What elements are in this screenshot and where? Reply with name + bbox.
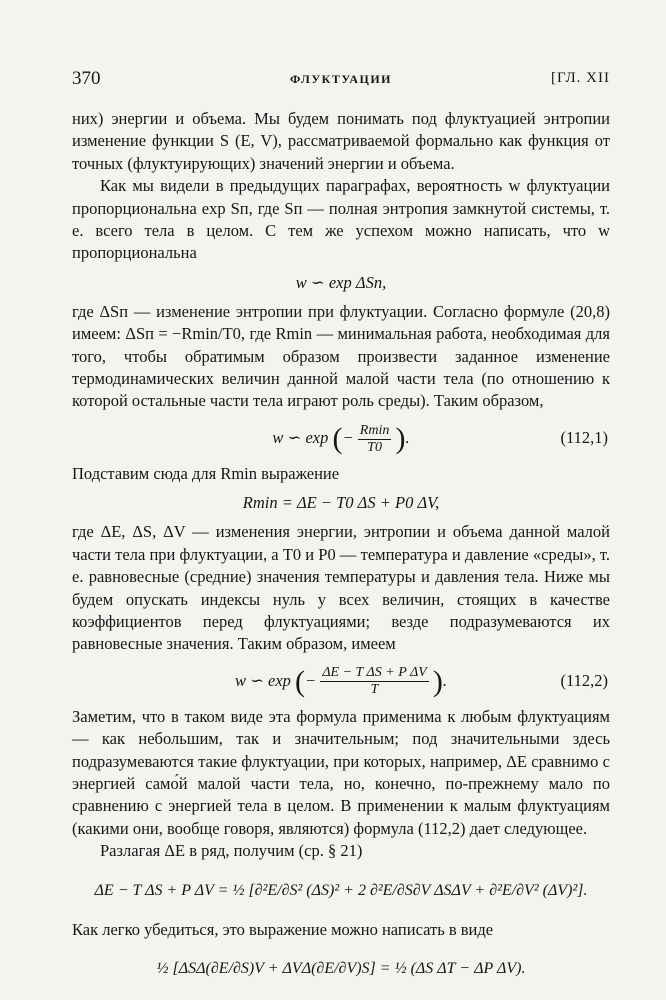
eq4-numerator: ΔE − T ΔS + P ΔV: [322, 665, 427, 681]
running-title: ФЛУКТУАЦИИ: [289, 72, 393, 86]
paragraph-7: Разлагая ΔE в ряд, получим (ср. § 21): [100, 841, 363, 861]
eq2-denominator: T0: [367, 439, 382, 455]
equation-number-112-1: (112,1): [560, 427, 608, 447]
page-number: 370: [72, 68, 101, 89]
paragraph-3: где ΔSп — изменение энтропии при флуктуации. Согласно формуле (20,8) имеем: ΔSп = −Rmin/T0, где Rmin — минимальная работа, необходимая для того, чтобы обратимым образом произвести заданное изменение термодинамических величин данной малой части тела (по отношению к которой остальные части тела играют роль среды). Таким образом,: [72, 301, 610, 411]
eq4-left: w ∽ exp: [234, 670, 291, 690]
equation-rmin: Rmin = ΔE − T0 ΔS + P0 ΔV,: [242, 493, 440, 513]
paragraph-1: них) энергии и объема. Мы будем понимать под флуктуацией энтропии изменение функции S (E, V), рассматриваемой формально как функция от точных (флуктуирующих) значений энергии и объема.: [72, 109, 610, 173]
eq4-denominator: T: [370, 682, 379, 698]
page-header: [72, 68, 610, 94]
eq2-fraction: [358, 423, 392, 456]
paragraph-6: Заметим, что в таком виде эта формула применима к любым флуктуациям — как небольшим, так и значительным; под значительными здесь подразумеваются такие флуктуации, при которых, например, ΔE сравнимо с энергией само́й малой части тела, но, конечно, по-прежнему мало по сравнению с энергией тела в целом. В применении к малым флуктуациям (какими они, вообще говоря, являются) формула (112,2) дает следующее.: [72, 706, 610, 838]
equation-112-1: w ∽ exp (− $\frac{Rmin}{T0}$ ). (112,1): [72, 416, 610, 460]
eq4-fraction: [320, 665, 428, 698]
equation-1: w ∽ exp ΔSп,: [295, 272, 387, 292]
page-body: [72, 108, 610, 997]
equation-number-112-2: (112,2): [560, 670, 608, 690]
paragraph-8: Как легко убедиться, это выражение можно написать в виде: [72, 919, 494, 939]
eq2-numerator: Rmin: [359, 422, 390, 438]
chapter-label: [ГЛ. XII: [550, 70, 610, 86]
paragraph-2: Как мы видели в предыдущих параграфах, вероятность w флуктуации пропорциональна exp Sп, где Sп — полная энтропия замкнутой системы, т. е. всего тела в целом. С тем же успехом можно написать, что w пропорциональна: [72, 176, 610, 263]
equation-112-2: w ∽ exp (− $\frac{\text{ΔE − T ΔS + P ΔV}}{T}$ ). (112,2): [72, 659, 610, 703]
equation-rewritten: ½ [ΔSΔ(∂E/∂S)V + ΔVΔ(∂E/∂V)S] = ½ (ΔS ΔT − ΔP ΔV).: [156, 959, 526, 977]
eq2-left: w ∽ exp: [272, 427, 329, 447]
paragraph-5: где ΔE, ΔS, ΔV — изменения энергии, энтропии и объема данной малой части тела при флуктуации, а T0 и P0 — температура и давление «среды», т. е. равновесные (средние) значения температуры и давления тела. Ниже мы будем опускать индексы нуль у всех величин, стоящих в качестве коэффициентов перед флуктуациями; везде подразумеваются их равновесные значения. Таким образом, имеем: [72, 522, 610, 654]
equation-expansion: ΔE − T ΔS + P ΔV = ½ [∂²E/∂S² (ΔS)² + 2 ∂²E/∂S∂V ΔSΔV + ∂²E/∂V² (ΔV)²].: [94, 881, 588, 899]
paragraph-4: Подставим сюда для Rmin выражение: [72, 463, 340, 483]
